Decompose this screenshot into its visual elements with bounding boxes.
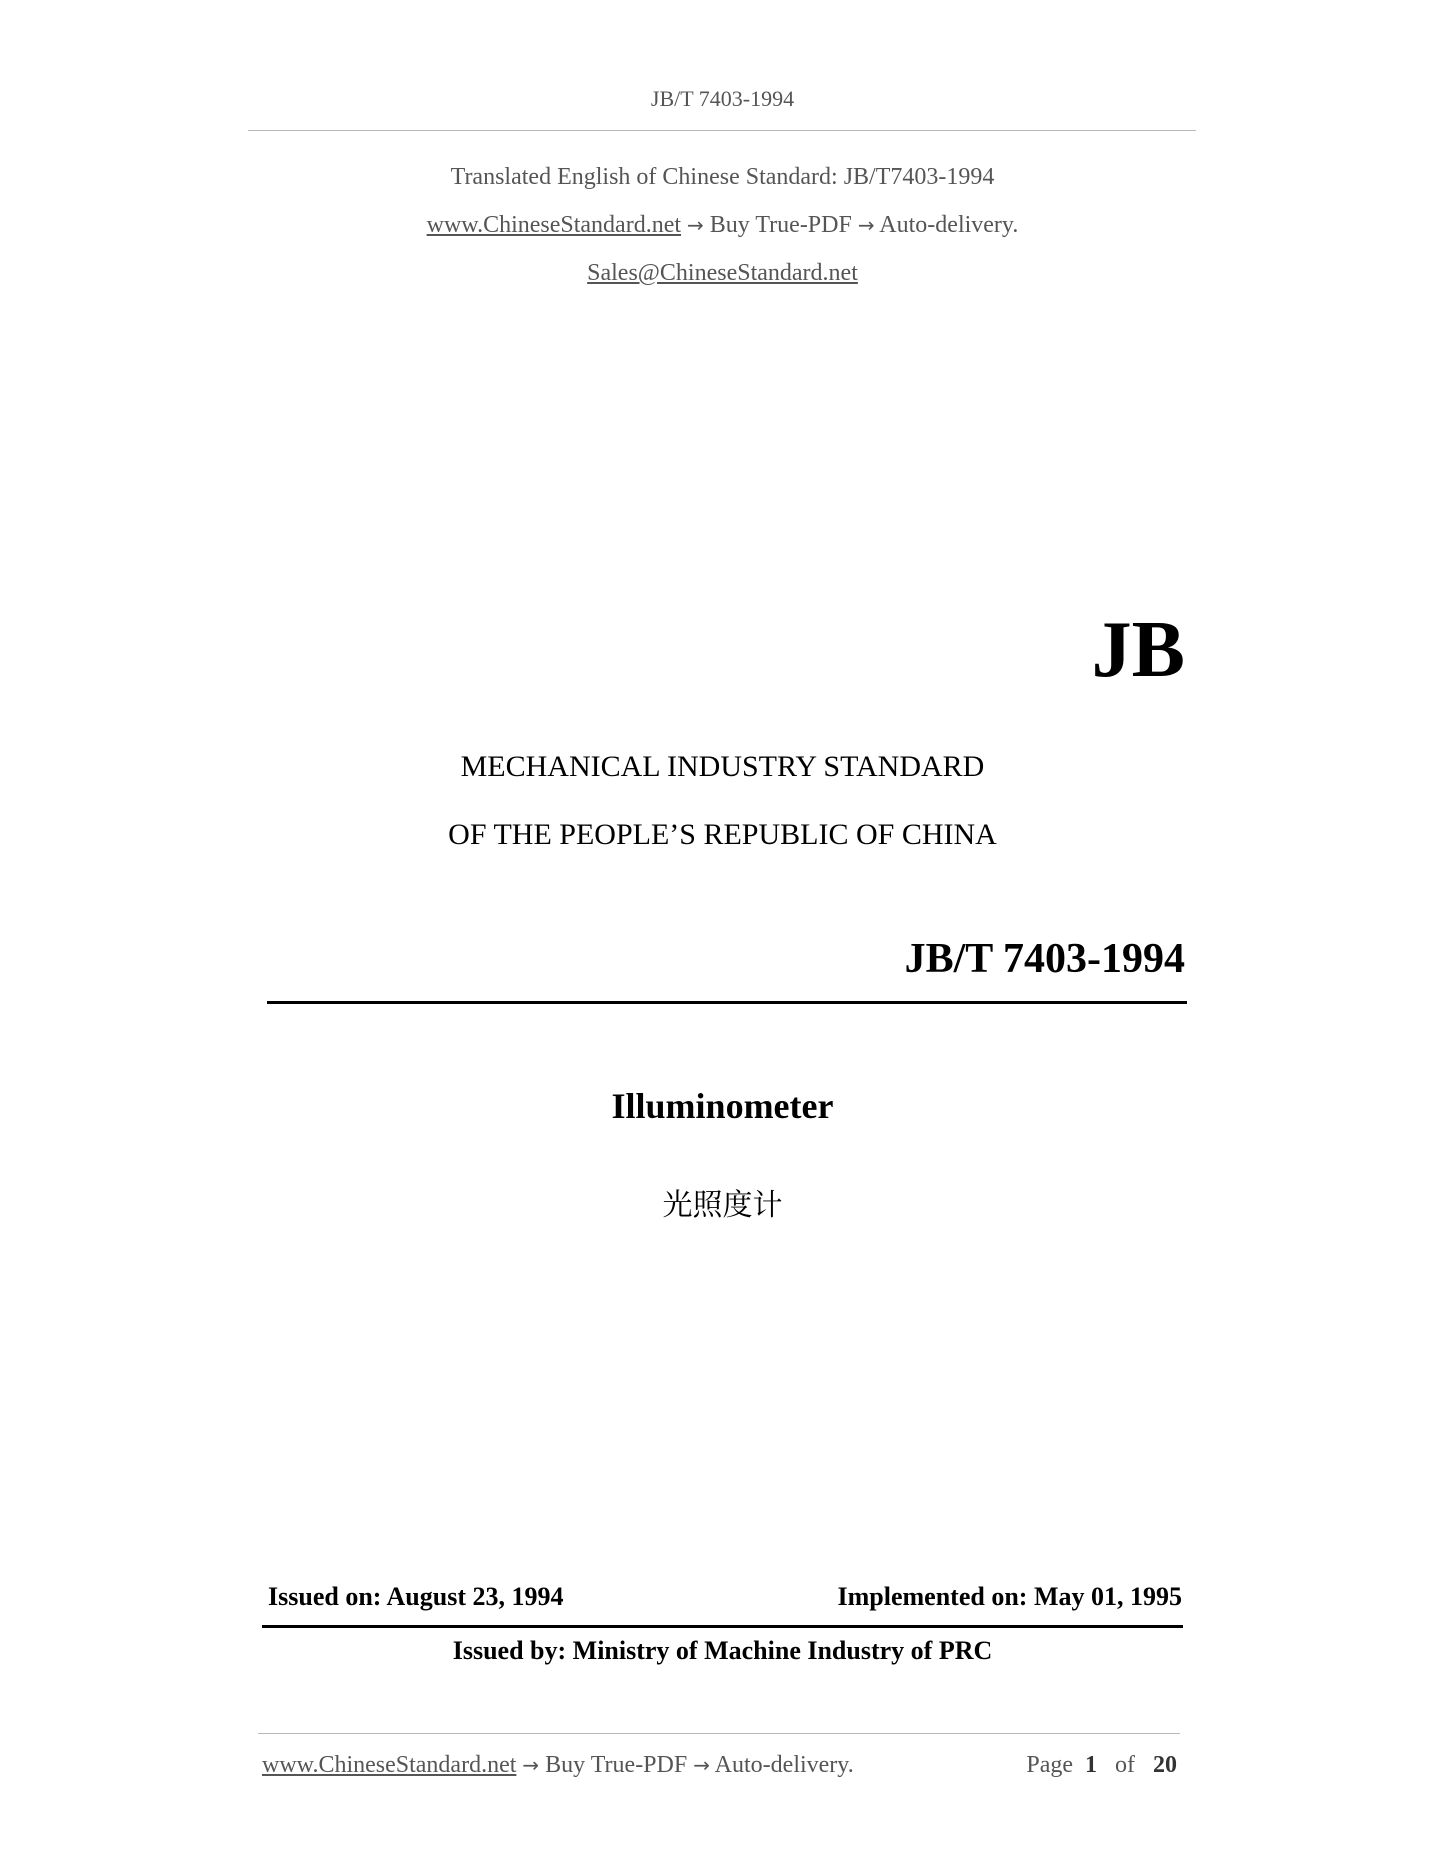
footer-auto-text: Auto-delivery. (714, 1752, 854, 1778)
arrow-right-icon: → (522, 1753, 540, 1777)
promo-links-line (0, 212, 1445, 239)
translated-notice: Translated English of Chinese Standard: JB/T7403-1994 (450, 164, 995, 190)
org-line-1: MECHANICAL INDUSTRY STANDARD (460, 750, 985, 783)
title-divider (267, 1001, 1187, 1004)
website-link[interactable]: www.ChineseStandard.net (426, 212, 682, 238)
jb-logo: JB (1091, 606, 1185, 694)
sales-email-line (0, 260, 1445, 287)
standard-number: JB/T 7403-1994 (904, 936, 1185, 982)
issued-by: Issued by: Ministry of Machine Industry of PRC (452, 1636, 993, 1665)
footer-links (262, 1752, 854, 1779)
of-label: of (1115, 1752, 1135, 1778)
org-line-2: OF THE PEOPLE’S REPUBLIC OF CHINA (448, 818, 997, 851)
arrow-right-icon: → (857, 213, 875, 237)
footer-buy-text: Buy True-PDF (545, 1752, 688, 1778)
page-total: 20 (1153, 1752, 1177, 1778)
implemented-on-date: Implemented on: May 01, 1995 (837, 1582, 1182, 1611)
document-title-cn: 光照度计 (662, 1188, 783, 1223)
header-standard-code: JB/T 7403-1994 (650, 86, 795, 111)
page-label: Page (1026, 1752, 1073, 1778)
arrow-right-icon: → (687, 213, 704, 237)
footer-divider (258, 1733, 1180, 1734)
buy-true-pdf-text: Buy True-PDF (709, 212, 852, 238)
page-indicator (1026, 1752, 1177, 1779)
sales-email-link[interactable]: Sales@ChineseStandard.net (587, 260, 858, 286)
dates-divider (262, 1625, 1183, 1628)
issued-on-date: Issued on: August 23, 1994 (268, 1582, 564, 1611)
page-number: 1 (1085, 1752, 1097, 1778)
auto-delivery-text: Auto-delivery. (879, 212, 1019, 238)
arrow-right-icon: → (693, 1753, 710, 1777)
document-title-en: Illuminometer (611, 1086, 834, 1126)
header-divider (248, 130, 1196, 131)
footer-website-link[interactable]: www.ChineseStandard.net (262, 1752, 517, 1778)
